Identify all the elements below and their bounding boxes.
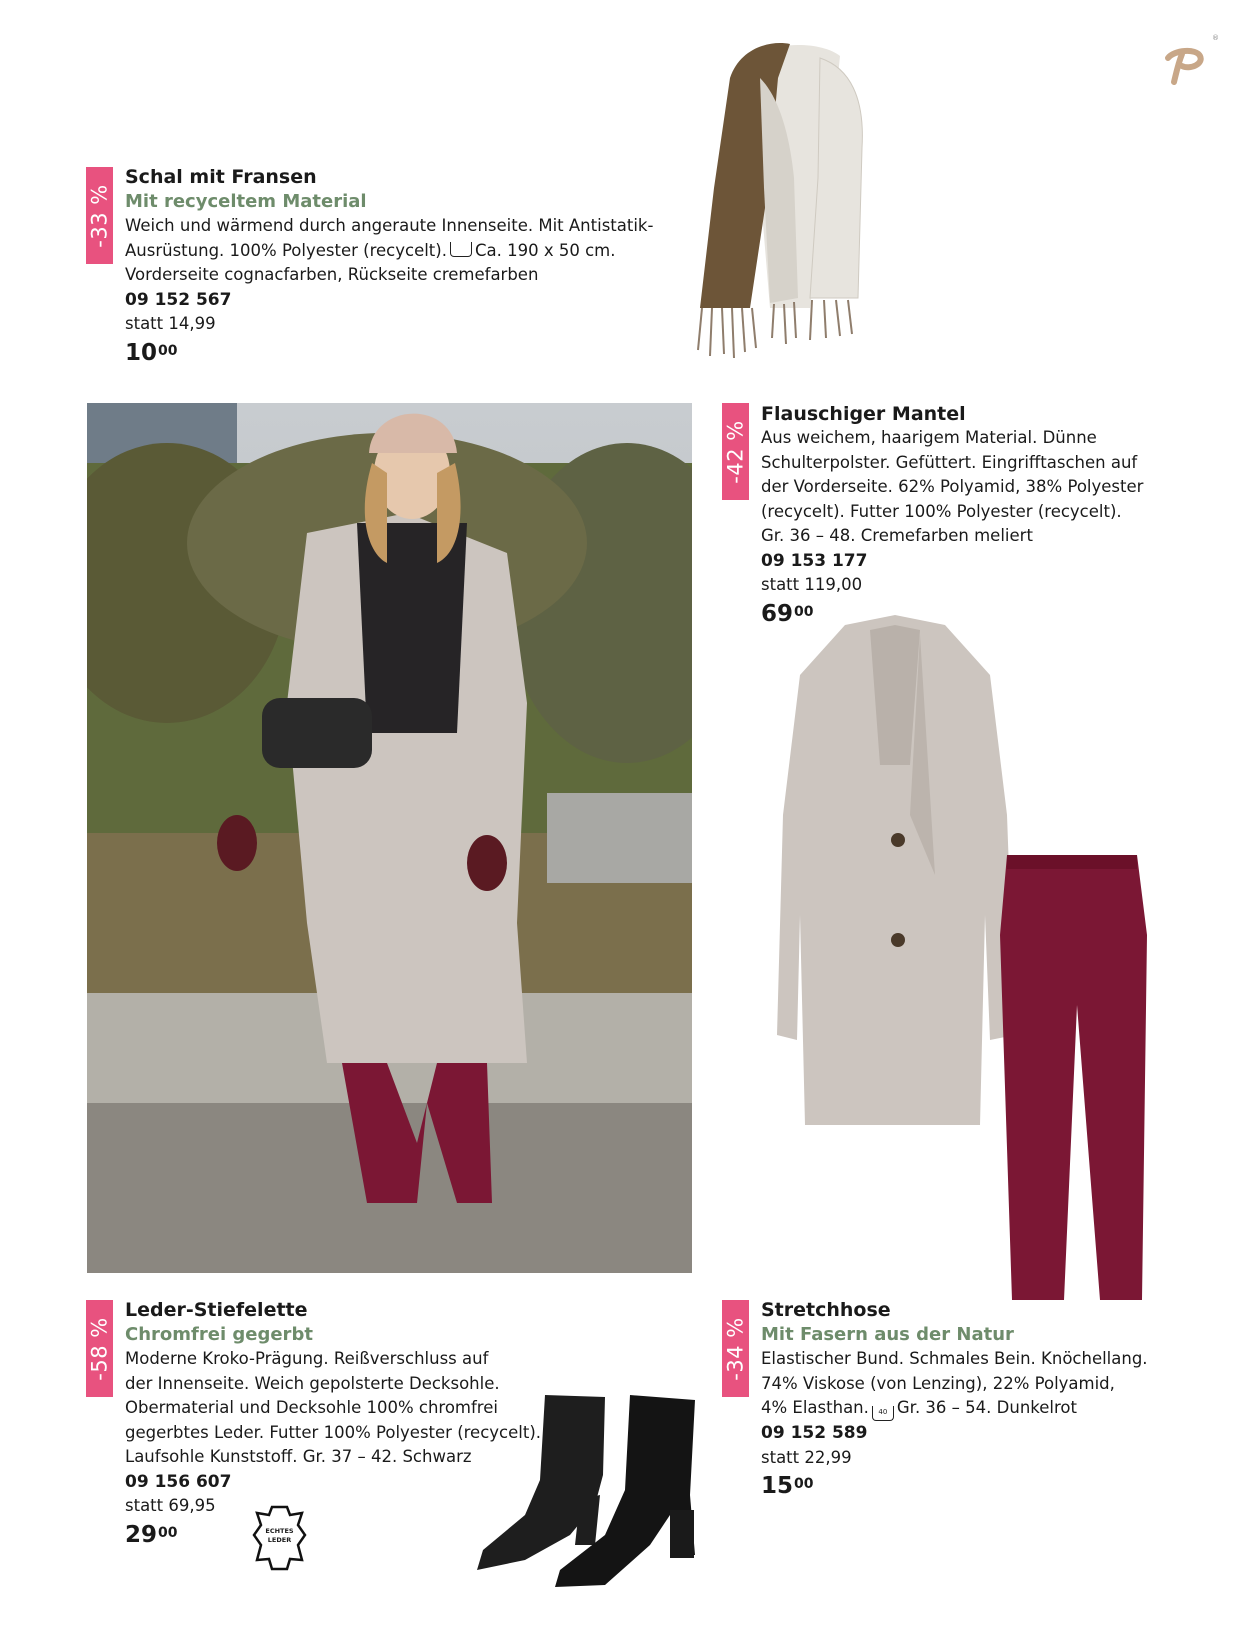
product-description-line: Obermaterial und Decksohle 100% chromfrei bbox=[125, 1398, 498, 1417]
product-title: Flauschiger Mantel bbox=[761, 403, 966, 425]
discount-badge: -42 % bbox=[722, 403, 749, 500]
boots-image bbox=[475, 1395, 720, 1590]
registered-mark: ® bbox=[1212, 34, 1219, 42]
product-description-line: Moderne Kroko-Prägung. Reißverschluss auf bbox=[125, 1349, 489, 1368]
product-title: Leder-Stiefelette bbox=[125, 1299, 308, 1321]
price: $29^{00}$ bbox=[125, 1521, 178, 1548]
brand-logo bbox=[1160, 44, 1206, 86]
article-number: 09 152 567 bbox=[125, 289, 232, 310]
product-description-line: 74% Viskose (von Lenzing), 22% Polyamid, bbox=[761, 1373, 1115, 1393]
product-description-line: Vorderseite cognacfarben, Rückseite cremefarben bbox=[125, 265, 539, 284]
product-description-line: Gr. 36 – 54. Dunkelrot bbox=[896, 1398, 1077, 1417]
price: $10^{00}$ bbox=[125, 339, 178, 366]
product-title: Schal mit Fransen bbox=[125, 166, 317, 188]
product-description-line: 4% Elasthan. bbox=[761, 1398, 869, 1417]
product-description-line: Weich und wärmend durch angeraute Innenseite. Mit Antistatik- bbox=[125, 216, 654, 235]
product-subtitle: Mit recyceltem Material bbox=[125, 191, 367, 212]
old-price: statt 69,95 bbox=[125, 1496, 216, 1515]
product-description-line: Ca. 190 x 50 cm. bbox=[474, 240, 616, 260]
scarf-image bbox=[690, 38, 890, 368]
discount-badge: -34 % bbox=[722, 1300, 749, 1397]
discount-badge: -58 % bbox=[86, 1300, 113, 1397]
trousers-image bbox=[992, 855, 1152, 1305]
product-coat bbox=[761, 402, 1241, 626]
price: $69^{00}$ bbox=[761, 600, 814, 627]
product-description-line: der Vorderseite. 62% Polyamid, 38% Polyester bbox=[761, 477, 1144, 496]
article-number: 09 156 607 bbox=[125, 1471, 232, 1492]
old-price: statt 119,00 bbox=[761, 575, 863, 594]
product-scarf bbox=[125, 165, 685, 365]
model-photo bbox=[87, 403, 692, 1273]
price: $15^{00}$ bbox=[761, 1473, 814, 1499]
product-subtitle: Chromfrei gegerbt bbox=[125, 1324, 313, 1345]
product-description-line: Gr. 36 – 48. Cremefarben meliert bbox=[761, 526, 1033, 545]
coat-image bbox=[775, 615, 1015, 1135]
product-description-line: der Innenseite. Weich gepolsterte Decksohle. bbox=[125, 1373, 500, 1393]
wash-icon bbox=[450, 242, 472, 257]
product-subtitle: Mit Fasern aus der Natur bbox=[761, 1324, 1014, 1345]
product-description-line: (recycelt). Futter 100% Polyester (recycelt). bbox=[761, 501, 1122, 521]
product-description-line: Laufsohle Kunststoff. Gr. 37 – 42. Schwarz bbox=[125, 1447, 472, 1466]
discount-badge: -33 % bbox=[86, 167, 113, 264]
genuine-leather-icon: ECHTES LEDER bbox=[252, 1505, 307, 1571]
product-description-line: Ausrüstung. 100% Polyester (recycelt). bbox=[125, 240, 447, 260]
product-description-line: gegerbtes Leder. Futter 100% Polyester (recycelt). bbox=[125, 1422, 541, 1442]
product-description-line: Aus weichem, haarigem Material. Dünne bbox=[761, 428, 1097, 447]
old-price: statt 22,99 bbox=[761, 1447, 852, 1467]
old-price: statt 14,99 bbox=[125, 314, 216, 333]
product-description-line: Schulterpolster. Gefüttert. Eingrifftaschen auf bbox=[761, 452, 1138, 472]
product-trousers bbox=[761, 1298, 1241, 1499]
product-description-line: Elastischer Bund. Schmales Bein. Knöchellang. bbox=[761, 1349, 1148, 1368]
article-number: 09 153 177 bbox=[761, 550, 868, 571]
article-number: 09 152 589 bbox=[761, 1423, 868, 1443]
product-title: Stretchhose bbox=[761, 1299, 891, 1321]
wash-40-icon: 40 bbox=[872, 1406, 894, 1421]
